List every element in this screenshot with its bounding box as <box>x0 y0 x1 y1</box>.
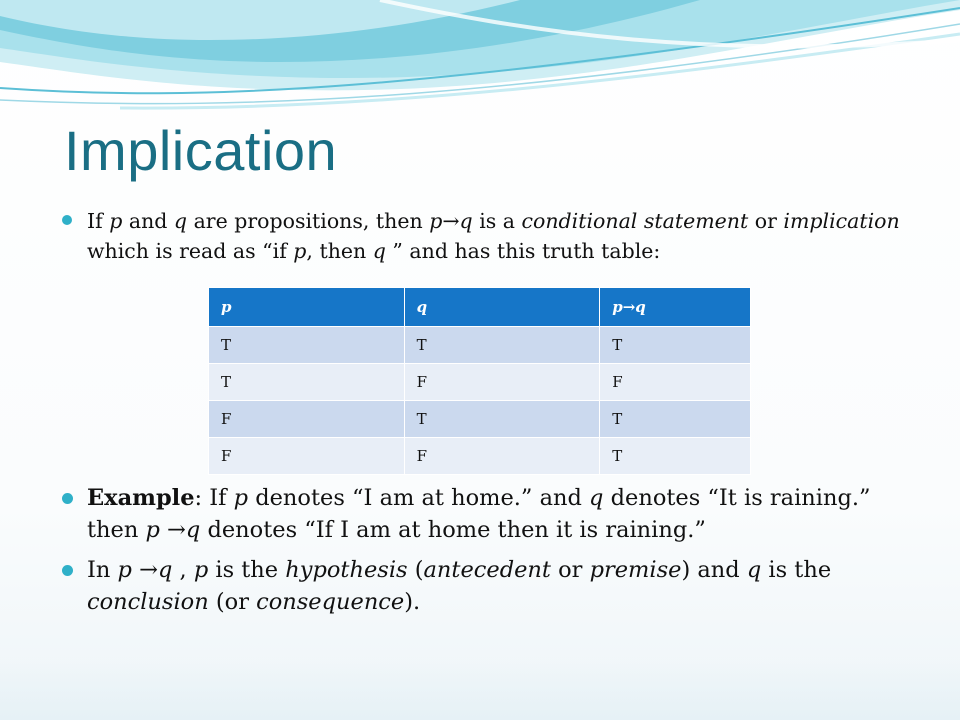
truth-table <box>208 287 751 475</box>
term-antecedent: antecedent <box>423 557 551 583</box>
term-implication: implication <box>783 209 900 233</box>
table-cell: T <box>209 364 405 401</box>
bullet-example <box>62 482 912 546</box>
table-row <box>209 327 751 364</box>
column-header-p-implies-q: p→q <box>600 288 751 327</box>
truth-table-header-row <box>209 288 751 327</box>
implication-expression: p →q <box>145 517 201 543</box>
column-header-q: q <box>404 288 600 327</box>
header-wave-decoration <box>0 0 960 120</box>
bullet-definition <box>62 206 912 266</box>
table-cell: F <box>209 438 405 475</box>
table-row <box>209 401 751 438</box>
slide-title: Implication <box>64 119 338 182</box>
term-conditional-statement: conditional statement <box>521 209 749 233</box>
bullet-terminology-text: In p →q , p is the hypothesis (antecedent or premise) and q is the conclusion (or consequence). <box>87 557 832 615</box>
table-cell: T <box>404 327 600 364</box>
bullet-definition-text: If p and q are propositions, then p→q is a conditional statement or implication which is read as “if p, then q ” and has this truth table: <box>87 209 900 263</box>
table-cell: T <box>600 438 751 475</box>
term-hypothesis: hypothesis <box>285 557 408 583</box>
implication-expression: p →q <box>117 557 173 583</box>
implication-expression: p→q <box>429 209 473 233</box>
bullet-dot-icon <box>62 493 73 504</box>
table-cell: F <box>209 401 405 438</box>
example-label: Example <box>87 485 195 511</box>
table-cell: T <box>209 327 405 364</box>
footer-gradient-decoration <box>0 660 960 720</box>
bullet-dot-icon <box>62 565 73 576</box>
table-cell: T <box>404 401 600 438</box>
bullet-dot-icon <box>62 215 72 225</box>
term-consequence: consequence <box>256 589 405 615</box>
bullet-terminology <box>62 554 912 618</box>
symbol-q: q <box>173 209 188 233</box>
table-cell: T <box>600 327 751 364</box>
table-row <box>209 438 751 475</box>
table-cell: F <box>404 364 600 401</box>
table-row <box>209 364 751 401</box>
table-cell: F <box>404 438 600 475</box>
symbol-p: p <box>109 209 123 233</box>
term-conclusion: conclusion <box>87 589 209 615</box>
table-cell: F <box>600 364 751 401</box>
table-cell: T <box>600 401 751 438</box>
bullet-example-text: Example: If p denotes “I am at home.” and q denotes “It is raining.” then p →q denotes “If I am at home then it is raining.” <box>87 485 871 543</box>
term-premise: premise <box>589 557 682 583</box>
column-header-p: p <box>209 288 405 327</box>
